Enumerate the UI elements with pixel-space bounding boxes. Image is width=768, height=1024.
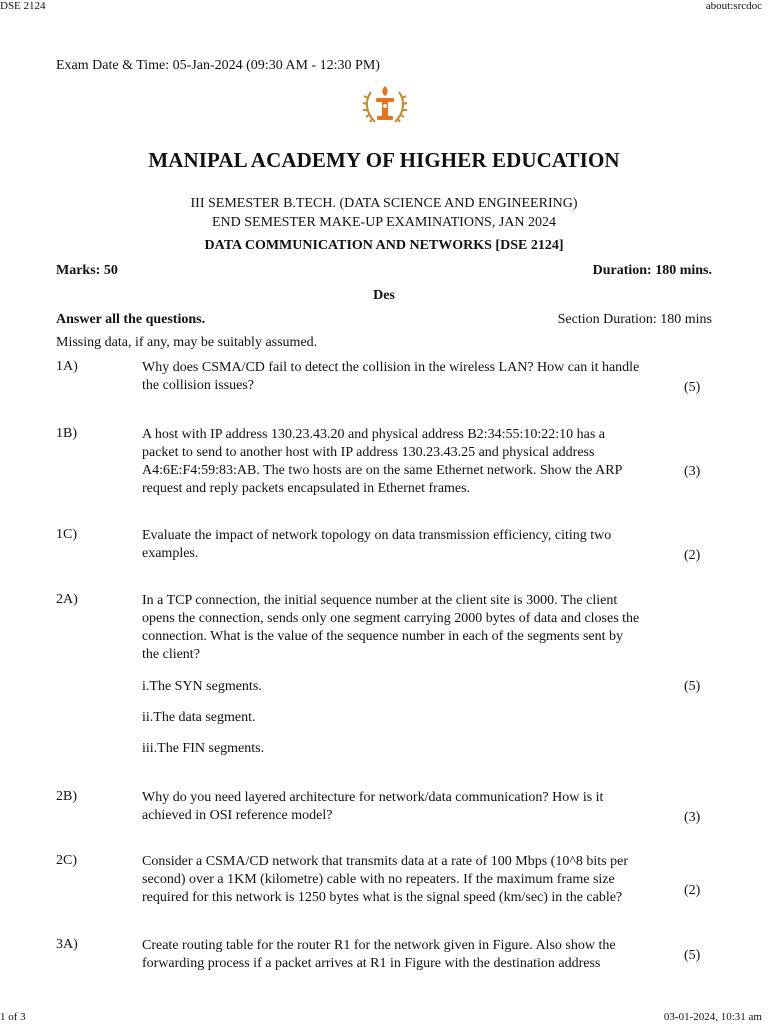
question-line: Why does CSMA/CD fail to detect the collision in the wireless LAN? How can it handle (142, 360, 640, 375)
university-logo (361, 82, 409, 128)
question-marks: (3) (684, 464, 701, 479)
question-marks: (5) (684, 948, 701, 963)
question-line: required for this network is 1250 bytes what is the signal speed (km/sec) in the cable? (142, 890, 623, 905)
question-marks: (3) (684, 810, 701, 825)
exam-name: END SEMESTER MAKE-UP EXAMINATIONS, JAN 2024 (211, 215, 557, 230)
question-text (142, 937, 672, 973)
question-number: 2C) (56, 853, 77, 868)
total-marks: Marks: 50 (56, 263, 118, 278)
print-footer-datetime: 03-01-2024, 10:31 am (663, 1011, 762, 1023)
question-line: Evaluate the impact of network topology on data transmission efficiency, citing two (142, 528, 612, 543)
question-marks: (2) (684, 883, 701, 898)
question-marks: (5) (684, 679, 701, 694)
question-text (142, 853, 672, 907)
exam-date-time: Exam Date & Time: 05-Jan-2024 (09:30 AM - 12:30 PM) (56, 58, 380, 73)
question-number: 1A) (56, 359, 78, 374)
question-number: 3A) (56, 937, 78, 952)
question-line: Why do you need layered architecture for network/data communication? How is it (142, 790, 604, 805)
print-header-url: about:srcdoc (705, 0, 762, 12)
sub-item: ii.The data segment. (142, 710, 256, 725)
section-name: Des (373, 288, 395, 303)
exam-duration: Duration: 180 mins. (592, 263, 712, 278)
semester-line: III SEMESTER B.TECH. (DATA SCIENCE AND ENGINEERING) (190, 196, 578, 211)
question-number: 2A) (56, 592, 78, 607)
question-line: packet to send to another host with IP address 130.23.43.25 and physical address (142, 445, 595, 460)
question-line: second) over a 1KM (kilometre) cable with no repeaters. If the maximum frame size (142, 872, 615, 887)
question-line: connection. What is the value of the sequence number in each of the segments sent by (142, 629, 624, 644)
instructions: Answer all the questions. (56, 312, 206, 327)
question-marks: (2) (684, 548, 701, 563)
question-number: 1B) (56, 426, 77, 441)
missing-data-note: Missing data, if any, may be suitably assumed. (56, 335, 318, 350)
question-text (142, 592, 672, 664)
question-line: Create routing table for the router R1 for the network given in Figure. Also show the (142, 938, 616, 953)
university-name: MANIPAL ACADEMY OF HIGHER EDUCATION (148, 148, 620, 172)
section-duration: Section Duration: 180 mins (557, 312, 712, 327)
question-line: request and reply packets encapsulated in Ethernet frames. (142, 481, 471, 496)
question-line: opens the connection, sends only one segment carrying 2000 bytes of data and closes the (142, 611, 640, 626)
question-line: Consider a CSMA/CD network that transmits data at a rate of 100 Mbps (10^8 bits per (142, 854, 628, 869)
question-line: the client? (142, 647, 200, 662)
question-text (142, 789, 672, 825)
question-text (142, 527, 672, 563)
sub-item: i.The SYN segments. (142, 679, 262, 694)
question-line: A host with IP address 130.23.43.20 and physical address B2:34:55:10:22:10 has a (142, 427, 605, 442)
question-number: 2B) (56, 789, 77, 804)
question-line: forwarding process if a packet arrives at R1 in Figure with the destination address (142, 956, 601, 971)
question-line: the collision issues? (142, 378, 254, 393)
question-text (142, 426, 672, 498)
question-line: In a TCP connection, the initial sequence number at the client site is 3000. The client (142, 593, 618, 608)
print-header-title: DSE 2124 (0, 0, 46, 12)
question-line: achieved in OSI reference model? (142, 808, 333, 823)
print-footer-page: 1 of 3 (0, 1011, 26, 1023)
course-title: DATA COMMUNICATION AND NETWORKS [DSE 2124] (204, 238, 564, 253)
question-number: 1C) (56, 527, 77, 542)
sub-item: iii.The FIN segments. (142, 741, 265, 756)
question-marks: (5) (684, 380, 701, 395)
question-line: examples. (142, 546, 199, 561)
question-line: A4:6E:F4:59:83:AB. The two hosts are on the same Ethernet network. Show the ARP (142, 463, 623, 478)
question-text (142, 359, 672, 395)
